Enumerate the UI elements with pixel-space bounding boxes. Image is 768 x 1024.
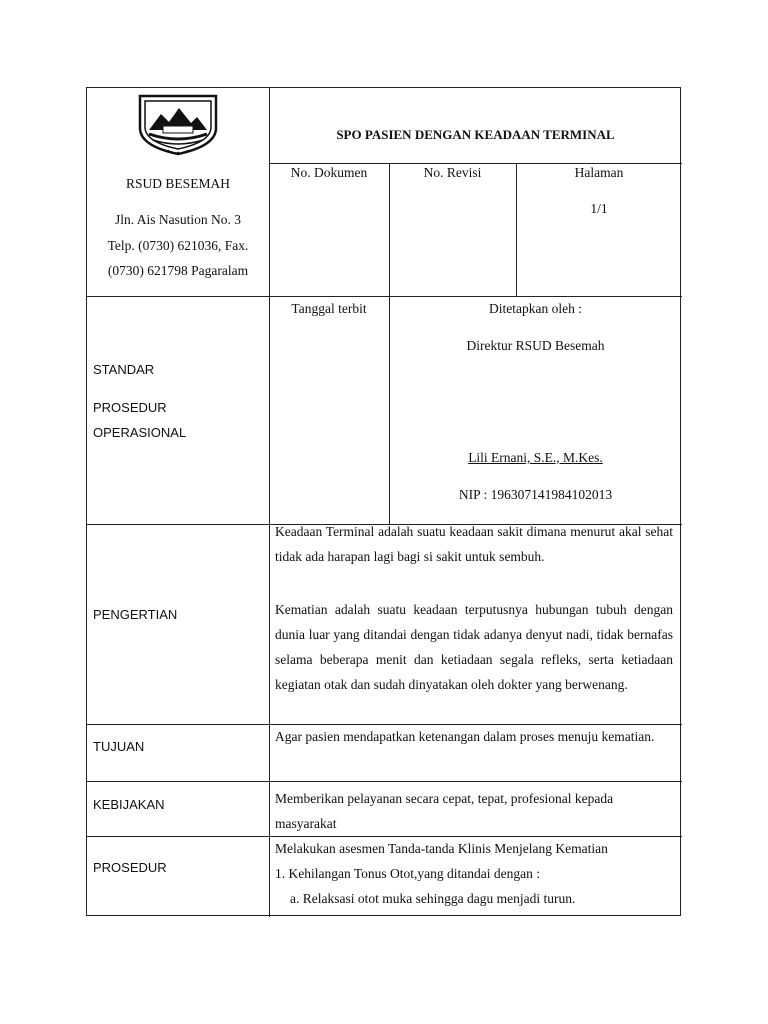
signer-nip: NIP : 196307141984102013 xyxy=(458,487,613,502)
tujuan-label: TUJUAN xyxy=(93,739,145,754)
sop-label: OPERASIONAL xyxy=(93,425,187,440)
pengertian-label: PENGERTIAN xyxy=(93,607,178,622)
prosedur-label: PROSEDUR xyxy=(93,860,167,875)
halaman-label: Halaman xyxy=(574,165,624,180)
sop-label: PROSEDUR xyxy=(93,400,167,415)
tanggal-terbit-label: Tanggal terbit xyxy=(291,301,367,316)
kebijakan-label: KEBIJAKAN xyxy=(93,797,165,812)
sop-document xyxy=(86,87,681,916)
kebijakan-text: Memberikan pelayanan secara cepat, tepat, profesional kepada masyarakat xyxy=(275,791,614,831)
tujuan-text: Agar pasien mendapatkan ketenangan dalam proses menuju kematian. xyxy=(275,729,655,744)
row-divider xyxy=(269,163,682,164)
pengertian-paragraph: Keadaan Terminal adalah suatu keadaan sakit dimana menurut akal sehat tidak ada harapan lagi bagi si sakit untuk sembuh. xyxy=(275,524,673,564)
prosedur-line: Melakukan asesmen Tanda-tanda Klinis Menjelang Kematian xyxy=(275,841,608,856)
ditetapkan-label: Ditetapkan oleh : xyxy=(489,301,582,316)
hospital-logo xyxy=(135,90,221,158)
prosedur-line: 1. Kehilangan Tonus Otot,yang ditandai dengan : xyxy=(275,866,541,881)
no-dokumen-label: No. Dokumen xyxy=(290,165,368,180)
row-divider xyxy=(87,836,682,837)
hospital-name: RSUD BESEMAH xyxy=(126,176,230,191)
pengertian-paragraph: Kematian adalah suatu keadaan terputusnya hubungan tubuh dengan dunia luar yang ditandai dengan tidak adanya denyut nadi, tidak bernafas selama beberapa menit dan ketiadaan segala refleks, serta ketiadaan kegiatan otak dan sudah dinyatakan oleh dokter yang berwenang. xyxy=(275,602,673,692)
address-line: Telp. (0730) 621036, Fax. xyxy=(107,238,249,253)
row-divider xyxy=(87,781,682,782)
signer-name: Lili Ernani, S.E., M.Kes. xyxy=(468,450,603,465)
row-divider xyxy=(87,296,682,297)
column-divider xyxy=(516,163,517,296)
halaman-value: 1/1 xyxy=(590,201,608,216)
document-title: SPO PASIEN DENGAN KEADAAN TERMINAL xyxy=(336,127,615,142)
direktur-title: Direktur RSUD Besemah xyxy=(466,338,605,353)
no-revisi-label: No. Revisi xyxy=(423,165,482,180)
sop-label: STANDAR xyxy=(93,362,155,377)
address-line: Jln. Ais Nasution No. 3 xyxy=(114,212,241,227)
column-divider xyxy=(269,88,270,917)
address-line: (0730) 621798 Pagaralam xyxy=(107,263,249,278)
prosedur-line: a. Relaksasi otot muka sehingga dagu menjadi turun. xyxy=(290,891,576,906)
